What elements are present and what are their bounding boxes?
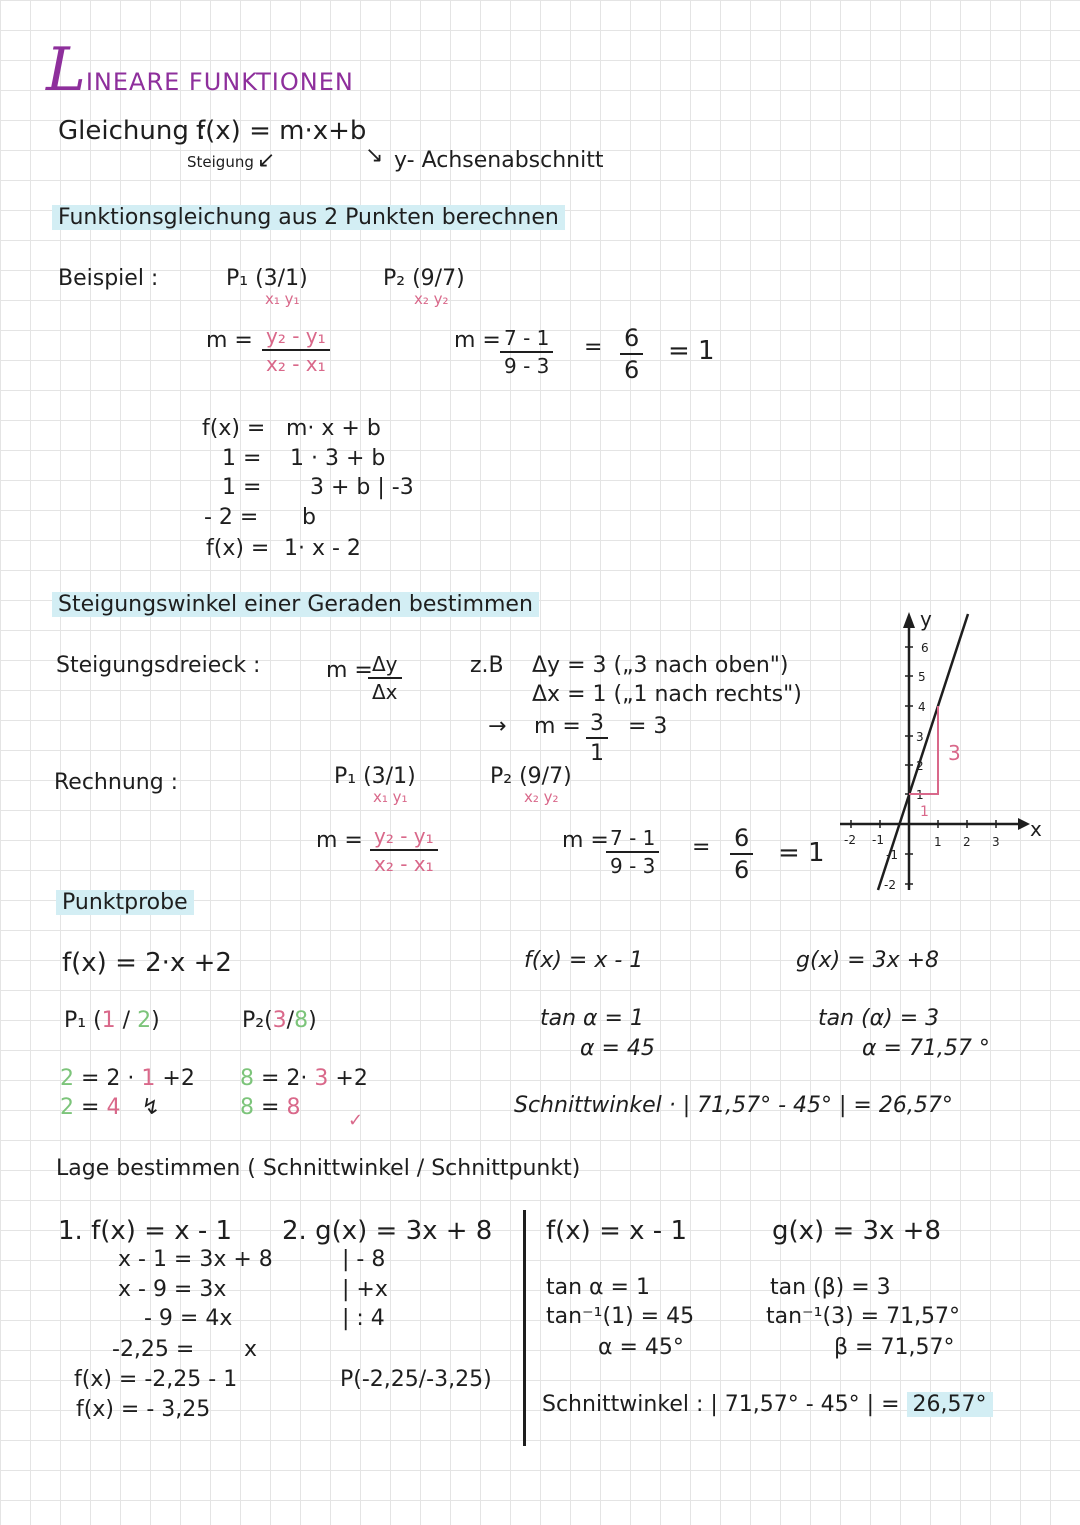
- s1-line2-rhs: 1 · 3 + b: [290, 446, 386, 471]
- s1-line1-lhs: f(x) =: [202, 416, 266, 441]
- s1-line1-rhs: m· x + b: [286, 416, 381, 441]
- yachse-arrow: ↘: [365, 143, 384, 168]
- page-title: [46, 35, 354, 105]
- x-tick-label: -2: [844, 833, 856, 847]
- title-rest: INEARE FUNKTIONEN: [85, 68, 354, 96]
- s4-op1: | - 8: [342, 1247, 386, 1272]
- s3-check2: 2 = 4 ↯: [60, 1095, 160, 1120]
- s1-m2-label: m =: [454, 328, 501, 353]
- s1-line5-lhs: f(x) =: [206, 536, 270, 561]
- equation-formula: f(x) = m·x+b: [196, 116, 367, 146]
- s3-g-function: g(x) = 3x +8: [796, 948, 940, 973]
- title-initial: L: [46, 35, 86, 105]
- column-divider: [523, 1210, 526, 1446]
- s4-left-line5: -2,25 =: [112, 1337, 195, 1362]
- s2-rm2-fraction: [606, 828, 659, 877]
- y-tick-label: 4: [918, 700, 926, 714]
- s4-x-solution: x: [244, 1337, 258, 1362]
- s4-right-f: f(x) = x - 1: [546, 1216, 687, 1246]
- s1-m3-num: 6: [620, 326, 643, 355]
- s3-point2: P₂(3/8): [242, 1008, 317, 1033]
- s2-m-fraction: [368, 654, 402, 703]
- s2-dy: Δy: [368, 654, 402, 679]
- y-tick-label: -1: [886, 848, 898, 862]
- s2-rresult: = 1: [778, 838, 825, 868]
- s2-arrow: →: [488, 714, 507, 739]
- s4-left-line6: f(x) = -2,25 - 1: [74, 1367, 238, 1392]
- s1-point2-sub: x₂ y₂: [414, 290, 449, 308]
- s2-point1-sub: x₁ y₁: [373, 788, 408, 806]
- s2-rm2-label: m =: [562, 828, 609, 853]
- y-tick-label: 3: [916, 730, 924, 744]
- s4-left-line4: - 9 = 4x: [144, 1306, 233, 1331]
- s3-check4: 8 = 8: [240, 1095, 301, 1120]
- s4-left-line2: x - 1 = 3x + 8: [118, 1247, 273, 1272]
- s1-m-den: x₂ - x₁: [266, 352, 326, 376]
- s4-op2: | +x: [342, 1277, 388, 1302]
- s1-line2-lhs: 1 =: [222, 446, 262, 471]
- s4-right-tan-b: tan (β) = 3: [770, 1275, 891, 1300]
- s3-point1: P₁ (1 / 2): [64, 1008, 160, 1033]
- y-tick-label: 1: [916, 788, 924, 802]
- s1-m3-fraction: [620, 326, 643, 383]
- s1-eq1: =: [584, 335, 603, 360]
- s2-rm3-den: 6: [734, 856, 750, 885]
- s4-right-tan-inv-a: tan⁻¹(1) = 45: [546, 1304, 695, 1329]
- steigung-label: Steigung: [187, 153, 254, 171]
- s1-m-label: m =: [206, 328, 253, 353]
- s2-example-dx: Δx = 1 („1 nach rechts"): [532, 682, 802, 707]
- s1-result: = 1: [668, 336, 715, 366]
- s2-rm-fraction: [370, 826, 438, 875]
- s2-rm3-num: 6: [730, 826, 753, 855]
- s2-rm3-fraction: [730, 826, 753, 883]
- s2-point2: P₂ (9/7): [490, 764, 572, 789]
- s1-m-num: y₂ - y₁: [262, 326, 330, 351]
- s1-point1: P₁ (3/1): [226, 266, 308, 291]
- s1-point2: P₂ (9/7): [383, 266, 465, 291]
- x-axis-arrow: [1018, 818, 1030, 830]
- steigung-arrow: ↙: [257, 148, 276, 173]
- s1-m2-den: 9 - 3: [504, 354, 550, 378]
- s4-right-tan-inv-b: tan⁻¹(3) = 71,57°: [766, 1304, 961, 1329]
- s4-left-line1: 1. f(x) = x - 1: [58, 1216, 233, 1246]
- s4-right-g: g(x) = 3x +8: [772, 1216, 942, 1246]
- s4-schnittwinkel: Schnittwinkel : | 71,57° - 45° | = 26,57°: [542, 1394, 993, 1416]
- s2-rm-label: m =: [316, 828, 363, 853]
- rechnung-label: Rechnung :: [54, 770, 179, 795]
- equation-label: Gleichung :: [58, 116, 206, 146]
- s4-right-alpha: α = 45°: [598, 1335, 684, 1360]
- y-tick-label: 5: [918, 670, 926, 684]
- s2-example-dy: Δy = 3 („3 nach oben"): [532, 653, 789, 678]
- section3-heading: Punktprobe: [56, 892, 194, 914]
- s2-zb: z.B: [470, 653, 504, 678]
- s1-m3-den: 6: [624, 356, 640, 385]
- s1-m2-fraction: [500, 328, 553, 377]
- s1-m-fraction: [262, 326, 330, 375]
- y-tick-label: 6: [921, 641, 929, 655]
- s4-right-beta: β = 71,57°: [834, 1335, 955, 1360]
- s1-line5-rhs: 1· x - 2: [284, 536, 361, 561]
- s1-m2-num: 7 - 1: [500, 328, 553, 353]
- s2-rm2-num: 7 - 1: [606, 828, 659, 853]
- y-axis-label: y: [920, 607, 932, 631]
- y-axis-arrow: [903, 612, 915, 628]
- steigung-graph: [830, 600, 1050, 900]
- s3-f-function: f(x) = x - 1: [524, 948, 644, 973]
- x-axis-label: x: [1030, 817, 1042, 841]
- steigungsdreieck-label: Steigungsdreieck :: [56, 653, 261, 678]
- section4-heading: Lage bestimmen ( Schnittwinkel / Schnittpunkt): [56, 1156, 581, 1181]
- s3-tan-alpha2: tan (α) = 3: [818, 1006, 940, 1031]
- s3-check1: 2 = 2 · 1 +2: [60, 1066, 195, 1091]
- s4-left-line3: x - 9 = 3x: [118, 1277, 227, 1302]
- x-tick-label: 1: [934, 835, 942, 849]
- s3-alpha-value: α = 45: [580, 1036, 655, 1061]
- s2-rm-num: y₂ - y₁: [370, 826, 438, 851]
- x-tick-label: 2: [963, 835, 971, 849]
- s1-line4-rhs: b: [302, 505, 316, 530]
- s2-ex3-num: 3: [586, 712, 608, 739]
- s3-checkmark: ✓: [348, 1110, 364, 1131]
- s1-line3-rhs: 3 + b | -3: [310, 475, 414, 500]
- x-tick-label: -1: [872, 833, 884, 847]
- s3-schnittwinkel: Schnittwinkel · | 71,57° - 45° | = 26,57°: [514, 1093, 953, 1118]
- s4-g-def: 2. g(x) = 3x + 8: [282, 1216, 493, 1246]
- slope-run-label: 1: [920, 804, 929, 820]
- s2-point1: P₁ (3/1): [334, 764, 416, 789]
- s1-line4-lhs: - 2 =: [204, 505, 259, 530]
- s3-check3: 8 = 2· 3 +2: [240, 1066, 368, 1091]
- s3-tan-alpha: tan α = 1: [540, 1006, 644, 1031]
- s2-rm2-den: 9 - 3: [610, 854, 656, 878]
- yachse-label: y- Achsenabschnitt: [394, 148, 604, 173]
- s3-alpha2-value: α = 71,57 °: [862, 1036, 990, 1061]
- s2-ex3-label: m =: [534, 714, 581, 739]
- s1-point1-sub: x₁ y₁: [265, 290, 300, 308]
- y-tick-label: 2: [916, 759, 924, 773]
- section1-heading: Funktionsgleichung aus 2 Punkten berechnen: [52, 207, 565, 229]
- s2-ex3-result: = 3: [628, 714, 668, 739]
- s2-dx: Δx: [372, 680, 398, 704]
- x-tick-label: 3: [992, 835, 1000, 849]
- s3-function: f(x) = 2·x +2: [62, 948, 232, 978]
- s2-req1: =: [692, 835, 711, 860]
- s2-m-label: m =: [326, 658, 373, 683]
- slope-rise-label: 3: [948, 741, 961, 765]
- s4-op3: | : 4: [342, 1306, 385, 1331]
- y-tick-label: -2: [884, 878, 896, 892]
- s4-right-tan-a: tan α = 1: [546, 1275, 650, 1300]
- beispiel-label: Beispiel :: [58, 266, 159, 291]
- s2-ex3-den: 1: [590, 741, 604, 767]
- s2-rm-den: x₂ - x₁: [374, 852, 434, 876]
- s2-point2-sub: x₂ y₂: [524, 788, 559, 806]
- s4-point: P(-2,25/-3,25): [340, 1367, 492, 1392]
- s4-left-line7: f(x) = - 3,25: [76, 1397, 211, 1422]
- section2-heading: Steigungswinkel einer Geraden bestimmen: [52, 594, 539, 616]
- s1-line3-lhs: 1 =: [222, 475, 262, 500]
- s2-ex3-fraction: [586, 712, 608, 765]
